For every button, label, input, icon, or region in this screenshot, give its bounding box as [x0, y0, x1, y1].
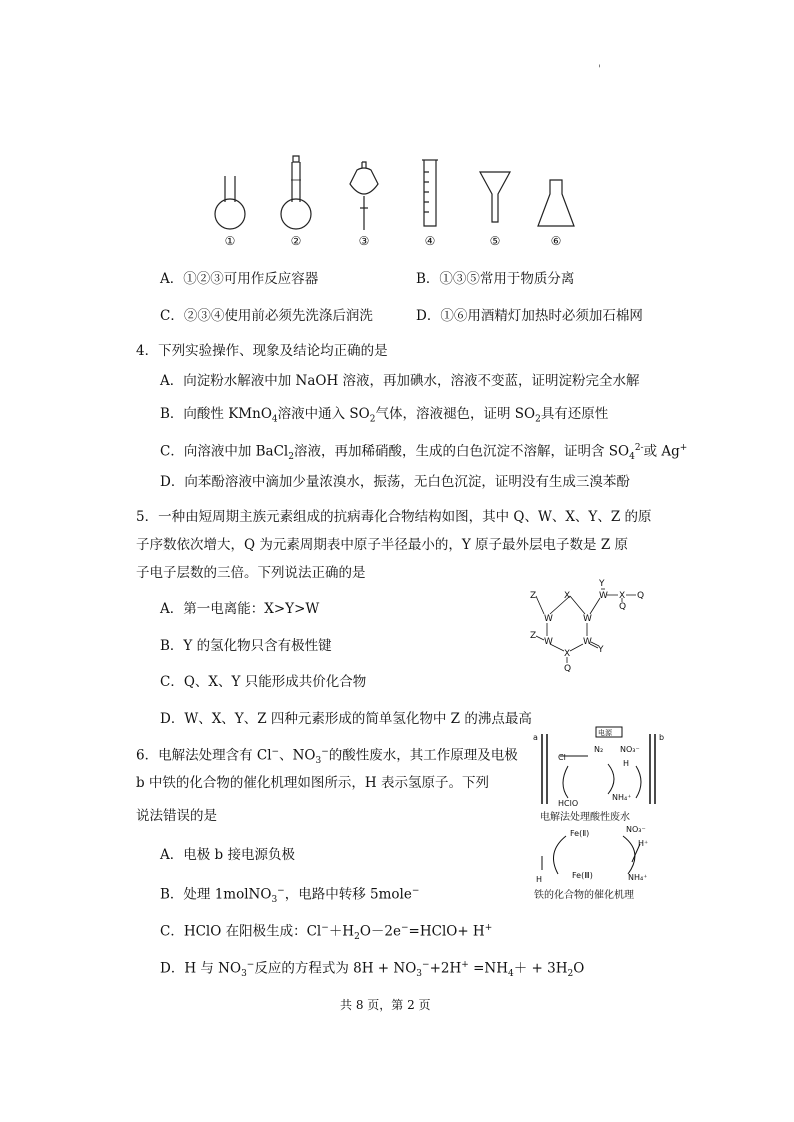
fe3-label: Fe(Ⅲ) — [572, 871, 593, 880]
q4-option-d: D．向苯酚溶液中滴加少量浓溴水，振荡，无白色沉淀，证明没有生成三溴苯酚 — [160, 474, 630, 490]
page-mark: ' — [598, 64, 601, 75]
cat-nitrate-label: NO₃⁻ — [626, 825, 646, 834]
struct-q-2: Q — [619, 602, 627, 612]
q3-option-b: B．①③⑤常用于物质分离 — [416, 271, 575, 287]
q5-option-c: C．Q、X、Y 只能形成共价化合物 — [160, 674, 367, 690]
apparatus-label-2: ② — [290, 234, 302, 248]
q5-structure-diagram — [520, 578, 670, 678]
cat-h-label: H — [536, 875, 543, 884]
fe2-label: Fe(Ⅱ) — [570, 829, 590, 838]
apparatus-label-3: ③ — [358, 234, 370, 248]
struct-x-3: X — [564, 649, 571, 659]
apparatus-label-6: ⑥ — [550, 234, 562, 248]
struct-y-2: Y — [598, 645, 604, 655]
hclo-label: HClO — [558, 799, 579, 808]
struct-z-2: Z — [530, 631, 537, 641]
struct-w-3: W — [583, 614, 592, 624]
electrode-b-label: b — [659, 733, 665, 742]
struct-w-2: W — [544, 614, 553, 624]
q4-option-b: B．向酸性 KMnO$_4$溶液中通入 $SO_2$气体，溶液褪色，证明 $SO_2$具有还原性 — [160, 406, 609, 425]
q6-stem-line1: 6．电解法处理含有 Cl−、$NO_3^-$的酸性废水，其工作原理及电极 — [136, 747, 518, 767]
q4-option-c: C．向溶液中加 BaCl$_2$溶液，再加稀硝酸，生成的白色沉淀不溶解，证明含 $SO_4^{2-}$或 Ag+ — [160, 443, 688, 463]
iron-catalysis-diagram — [528, 822, 670, 904]
q6-option-b: B．处理 1molNO$_3$−，电路中转移 5mole− — [160, 886, 420, 906]
electrolysis-caption: 电解法处理酸性废水 — [540, 812, 630, 823]
q5-option-d: D．W、X、Y、Z 四种元素形成的简单氢化物中 Z 的沸点最高 — [160, 711, 532, 727]
catalysis-caption: 铁的化合物的催化机理 — [534, 890, 634, 901]
apparatus-label-1: ① — [224, 234, 236, 248]
q4-stem: 4．下列实验操作、现象及结论均正确的是 — [136, 343, 388, 359]
apparatus-label-4: ④ — [424, 234, 436, 248]
q3-option-d: D．①⑥用酒精灯加热时必须加石棉网 — [416, 308, 643, 324]
electrolysis-diagram — [528, 724, 670, 824]
struct-x-2: X — [619, 591, 626, 601]
struct-z-1: Z — [530, 591, 537, 601]
round-bottom-flask-icon — [215, 176, 245, 229]
struct-w-4: W — [544, 637, 553, 647]
separatory-funnel-icon — [350, 162, 378, 230]
electrode-a-label: a — [533, 733, 538, 742]
apparatus-drawings — [200, 152, 580, 232]
q5-stem-line1: 5．一种由短周期主族元素组成的抗病毒化合物结构如图，其中 Q、W、X、Y、Z 的原 — [136, 509, 652, 525]
chloride-label: Cl⁻ — [558, 753, 571, 762]
nitrogen-label: N₂ — [594, 745, 604, 754]
struct-q-1: Q — [637, 591, 645, 601]
struct-w-1: W — [599, 591, 608, 601]
q3-option-a: A．①②③可用作反应容器 — [160, 271, 319, 287]
page-footer: 共 8 页，第 2 页 — [340, 998, 431, 1012]
hydrogen-label: H — [623, 759, 630, 768]
q6-stem-line2: b 中铁的化合物的催化机理如图所示，H 表示氢原子。下列 — [136, 775, 489, 791]
cat-ammonium-label: NH₄⁺ — [628, 873, 648, 882]
apparatus-label-5: ⑤ — [489, 234, 501, 248]
q6-option-c: C．HClO 在阳极生成：$Cl^-+H_2O-2e^-=HClO+ H^+$ — [160, 923, 493, 943]
q6-option-d: D．H 与 $NO_3^-$反应的方程式为 $8H + NO_3^-+2H^+ =NH_4+ + 3H_2O$ — [160, 960, 585, 980]
q4-option-a: A．向淀粉水解液中加 NaOH 溶液，再加碘水，溶液不变蓝，证明淀粉完全水解 — [160, 373, 640, 389]
hplus-label: H⁺ — [638, 839, 649, 848]
struct-y-top: Y — [599, 579, 605, 589]
q5-option-b: B．Y 的氢化物只含有极性键 — [160, 638, 332, 654]
struct-x-1: X — [564, 591, 571, 601]
q5-stem-line2: 子序数依次增大，Q 为元素周期表中原子半径最小的，Y 原子最外层电子数是 Z 原 — [136, 537, 629, 553]
q3-option-c: C．②③④使用前必须先洗涤后润洗 — [160, 308, 373, 324]
struct-w-5: W — [583, 637, 592, 647]
volumetric-flask-icon — [281, 156, 311, 229]
power-label: 电源 — [598, 729, 612, 737]
q6-option-a: A．电极 b 接电源负极 — [160, 847, 295, 863]
q6-stem-line3: 说法错误的是 — [136, 808, 217, 824]
q5-stem-line3: 子电子层数的三倍。下列说法正确的是 — [136, 565, 366, 581]
conical-flask-icon — [538, 180, 574, 226]
q5-option-a: A．第一电离能：X>Y>W — [160, 601, 320, 617]
funnel-icon — [480, 172, 510, 222]
ammonium-label: NH₄⁺ — [612, 793, 632, 802]
struct-q-3: Q — [564, 664, 572, 674]
graduated-cylinder-icon — [422, 160, 438, 226]
nitrate-label: NO₃⁻ — [620, 745, 640, 754]
